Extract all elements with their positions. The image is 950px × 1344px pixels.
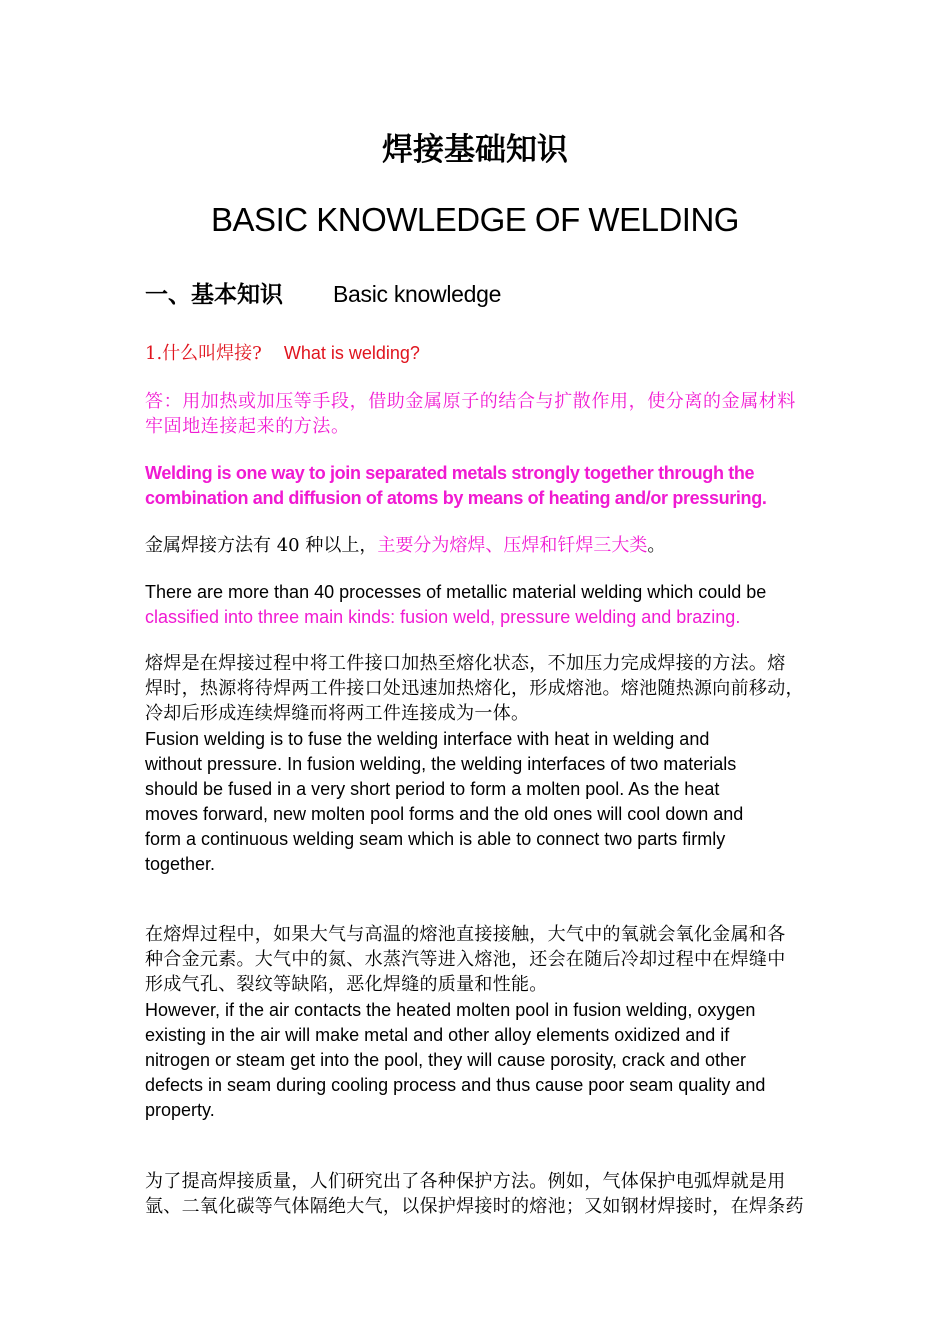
methods-paragraph-english [145,580,810,630]
fusion-paragraph-english [145,727,810,877]
fusion-line: together. [145,854,216,874]
fusion-paragraph-chinese [145,651,810,726]
section-heading-chinese: 一、基本知识 [145,281,283,308]
methods-line-highlight: classified into three main kinds: fusion weld, pressure welding and brazing. [145,607,741,627]
document-title-english: BASIC KNOWLEDGE OF WELDING [211,201,739,238]
fusion-line: without pressure. In fusion welding, the welding interfaces of two materials [145,754,737,774]
protection-line: 为了提高焊接质量，人们研究出了各种保护方法。例如，气体保护电弧焊就是用 [145,1171,786,1192]
fusion-line: Fusion welding is to fuse the welding interface with heat in welding and [145,729,710,749]
section-heading-english: Basic knowledge [333,281,502,307]
answer-paragraph-chinese [145,389,810,439]
fusion-line: form a continuous welding seam which is able to connect two parts firmly [145,829,726,849]
section-heading [145,278,501,311]
methods-text-highlight: 主要分为熔焊、压焊和钎焊三大类 [377,535,648,556]
fusion-line: 熔焊是在焊接过程中将工件接口加热至熔化状态，不加压力完成焊接的方法。熔 [145,653,786,674]
air-contact-line: property. [145,1100,215,1120]
answer-line: 答：用加热或加压等手段，借助金属原子的结合与扩散作用，使分离的金属材料 [145,391,796,412]
document-title-chinese: 焊接基础知识 [382,132,568,168]
fusion-line: 冷却后形成连续焊缝而将两工件连接成为一体。 [145,703,530,724]
question-label-chinese: 1.什么叫焊接? [145,343,262,364]
air-contact-line: nitrogen or steam get into the pool, they will cause porosity, crack and other [145,1050,746,1070]
answer-paragraph-english [145,461,810,511]
air-contact-line: 在熔焊过程中，如果大气与高温的熔池直接接触，大气中的氧就会氧化金属和各 [145,924,786,945]
air-contact-line: 形成气孔、裂纹等缺陷，恶化焊缝的质量和性能。 [145,974,548,995]
question-heading [145,341,810,366]
air-contact-line: existing in the air will make metal and other alloy elements oxidized and if [145,1025,730,1045]
air-contact-line: 种合金元素。大气中的氮、水蒸汽等进入熔池，还会在随后冷却过程中在焊缝中 [145,949,786,970]
air-contact-paragraph-english [145,998,810,1123]
air-contact-line: defects in seam during cooling process and thus cause poor seam quality and [145,1075,766,1095]
methods-paragraph-chinese [145,533,810,558]
methods-text-plain: 金属焊接方法有 40 种以上， [145,535,378,556]
fusion-line: moves forward, new molten pool forms and the old ones will cool down and [145,804,744,824]
answer-line: combination and diffusion of atoms by means of heating and/or pressuring. [145,488,767,508]
methods-line-plain: There are more than 40 processes of metallic material welding which could be [145,582,767,602]
answer-line: 牢固地连接起来的方法。 [145,416,350,437]
fusion-line: should be fused in a very short period to form a molten pool. As the heat [145,779,720,799]
protection-paragraph-chinese [145,1169,810,1219]
methods-text-end: 。 [647,535,666,556]
fusion-line: 焊时，热源将待焊两工件接口处迅速加热熔化，形成熔池。熔池随热源向前移动， [145,678,804,699]
air-contact-paragraph-chinese [145,922,810,997]
question-label-english: What is welding? [283,343,420,363]
air-contact-line: However, if the air contacts the heated molten pool in fusion welding, oxygen [145,1000,756,1020]
answer-line: Welding is one way to join separated metals strongly together through the [145,463,755,483]
protection-line: 氩、二氧化碳等气体隔绝大气，以保护焊接时的熔池；又如钢材焊接时，在焊条药 [145,1196,804,1217]
